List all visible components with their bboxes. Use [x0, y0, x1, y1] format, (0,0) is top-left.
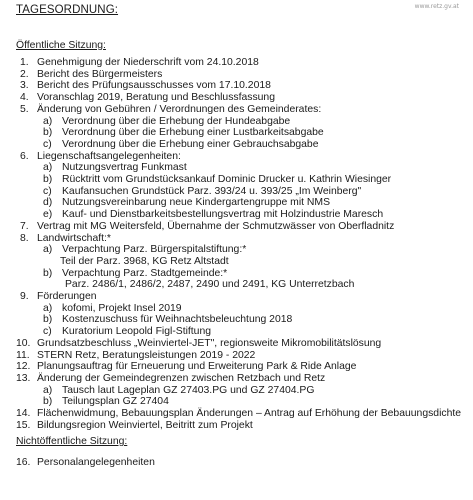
subitem-letter: b) — [43, 396, 53, 408]
subitem-letter: c) — [43, 185, 52, 197]
watermark: www.retz.gv.at — [414, 3, 459, 10]
agenda-item — [16, 457, 155, 468]
agenda-item — [16, 373, 325, 384]
item-text: Kauf- und Dienstbarkeitsbestellungsvertrag mit Holzindustrie Maresch — [62, 209, 384, 221]
item-text: Förderungen — [37, 291, 97, 302]
item-number: 4. — [20, 92, 29, 104]
item-text: Voranschlag 2019, Beratung und Beschlussfassung — [37, 92, 275, 104]
continuation-text: Parz. 2486/1, 2486/2, 2487, 2490 und 2491, KG Unterretzbach — [65, 279, 355, 291]
item-text: Grundsatzbeschluss „Weinviertel-JET", regionsweite Mikromobilitätslösung — [37, 337, 382, 349]
subitem-letter: d) — [43, 197, 53, 209]
subitem-letter: b) — [43, 314, 53, 326]
agenda-item — [16, 361, 356, 372]
item-number: 11. — [16, 349, 30, 361]
item-text: Nutzungsvertrag Funkmast — [62, 162, 187, 174]
agenda-subitem — [43, 139, 319, 150]
agenda-subitem — [43, 209, 383, 220]
agenda-subitem — [43, 268, 227, 279]
item-text: STERN Retz, Beratungsleistungen 2019 - 2022 — [37, 349, 256, 361]
subitem-letter: b) — [43, 127, 53, 139]
item-text: Bericht des Prüfungsausschusses vom 17.10.2018 — [37, 80, 271, 92]
agenda-item — [16, 408, 461, 419]
agenda-item — [20, 221, 394, 232]
subitem-letter: b) — [43, 174, 53, 185]
item-text: Planungsauftrag für Erneuerung und Erweiterung Park & Ride Anlage — [37, 361, 357, 373]
subitem-letter: b) — [43, 267, 53, 279]
item-text: Landwirtschaft:* — [37, 232, 111, 244]
item-text: Tausch laut Lageplan GZ 27403.PG und GZ 27404.PG — [62, 384, 315, 396]
continuation-text: Teil der Parz. 3968, KG Retz Altstadt — [60, 255, 229, 267]
item-number: 6. — [20, 150, 29, 162]
item-text: Teilungsplan GZ 27404 — [62, 396, 169, 408]
item-text: Änderung der Gemeindegrenzen zwischen Retzbach und Retz — [37, 372, 326, 384]
agenda-subitem — [43, 174, 391, 185]
public-session-title: Öffentliche Sitzung: — [16, 40, 106, 51]
agenda-item — [20, 151, 181, 162]
agenda-item — [20, 291, 97, 302]
item-text: Verordnung über die Erhebung einer Lustbarkeitsabgabe — [62, 127, 324, 139]
item-number: 10. — [16, 337, 31, 349]
private-session-title: Nichtöffentliche Sitzung: — [16, 436, 128, 447]
item-text: Verpachtung Parz. Stadtgemeinde:* — [62, 267, 228, 279]
item-number: 16. — [16, 457, 31, 468]
agenda-subitem — [43, 116, 290, 127]
subitem-letter: c) — [43, 326, 52, 338]
item-text: Bericht des Bürgermeisters — [37, 68, 163, 80]
item-text: Kuratorium Leopold Figl-Stiftung — [62, 326, 212, 338]
agenda-heading: TAGESORDNUNG: — [16, 4, 119, 16]
agenda-item — [20, 69, 162, 80]
agenda-item — [16, 420, 253, 431]
item-text: Flächenwidmung, Bebauungsplan Änderungen – Antrag auf Erhöhung der Bebauungsdichte — [37, 408, 462, 419]
agenda-item — [16, 338, 381, 349]
agenda-subitem — [43, 197, 330, 208]
item-text: Nutzungsvereinbarung neue Kindergartengruppe mit NMS — [62, 197, 331, 209]
item-text: Kaufansuchen Grundstück Parz. 393/24 u. 393/25 „Im Weinberg" — [62, 185, 362, 197]
agenda-item — [20, 80, 271, 91]
item-number: 15. — [16, 419, 31, 431]
agenda-continuation — [60, 256, 229, 267]
item-number: 2. — [20, 68, 29, 80]
agenda-item — [20, 233, 111, 244]
subitem-letter: c) — [43, 138, 52, 150]
item-text: Änderung von Gebühren / Verordnungen des Gemeinderates: — [37, 103, 322, 115]
item-number: 7. — [20, 220, 29, 232]
agenda-item — [20, 92, 275, 103]
agenda-subitem — [43, 162, 187, 173]
item-number: 9. — [20, 291, 29, 302]
agenda-subitem — [43, 396, 169, 407]
item-text: Verordnung über die Erhebung der Hundeabgabe — [62, 115, 291, 127]
item-number: 12. — [16, 361, 31, 373]
item-text: Verpachtung Parz. Bürgerspitalstiftung:* — [62, 244, 247, 256]
item-number: 5. — [20, 103, 29, 115]
subitem-letter: e) — [43, 209, 53, 221]
subitem-letter: a) — [43, 244, 53, 256]
agenda-subitem — [43, 127, 324, 138]
agenda-continuation — [65, 279, 354, 290]
agenda-subitem — [43, 303, 182, 314]
item-number: 14. — [16, 408, 31, 419]
agenda-subitem — [43, 244, 246, 255]
item-number: 3. — [20, 80, 29, 92]
item-text: kofomi, Projekt Insel 2019 — [62, 302, 182, 314]
item-number: 1. — [20, 57, 29, 68]
item-text: Vertrag mit MG Weitersfeld, Übernahme der Schmutzwässer von Oberfladnitz — [37, 220, 395, 232]
item-text: Kostenzuschuss für Weihnachtsbeleuchtung 2018 — [62, 314, 293, 326]
item-text: Liegenschaftsangelegenheiten: — [37, 150, 181, 162]
subitem-letter: a) — [43, 302, 53, 314]
item-text: Rücktritt vom Grundstücksankauf Dominic Drucker u. Kathrin Wiesinger — [62, 174, 392, 185]
item-text: Verordnung über die Erhebung einer Gebrauchsabgabe — [62, 138, 319, 150]
agenda-subitem — [43, 186, 361, 197]
agenda-subitem — [43, 385, 314, 396]
subitem-letter: a) — [43, 384, 53, 396]
agenda-item — [20, 104, 321, 115]
item-text: Bildungsregion Weinviertel, Beitritt zum Projekt — [37, 419, 253, 431]
subitem-letter: a) — [43, 162, 53, 174]
item-number: 8. — [20, 232, 29, 244]
item-number: 13. — [16, 372, 31, 384]
agenda-subitem — [43, 314, 292, 325]
subitem-letter: a) — [43, 115, 53, 127]
item-text: Genehmigung der Niederschrift vom 24.10.2018 — [37, 57, 259, 68]
item-text: Personalangelegenheiten — [37, 457, 155, 468]
agenda-item — [16, 350, 255, 361]
agenda-item — [20, 57, 259, 68]
agenda-subitem — [43, 326, 211, 337]
